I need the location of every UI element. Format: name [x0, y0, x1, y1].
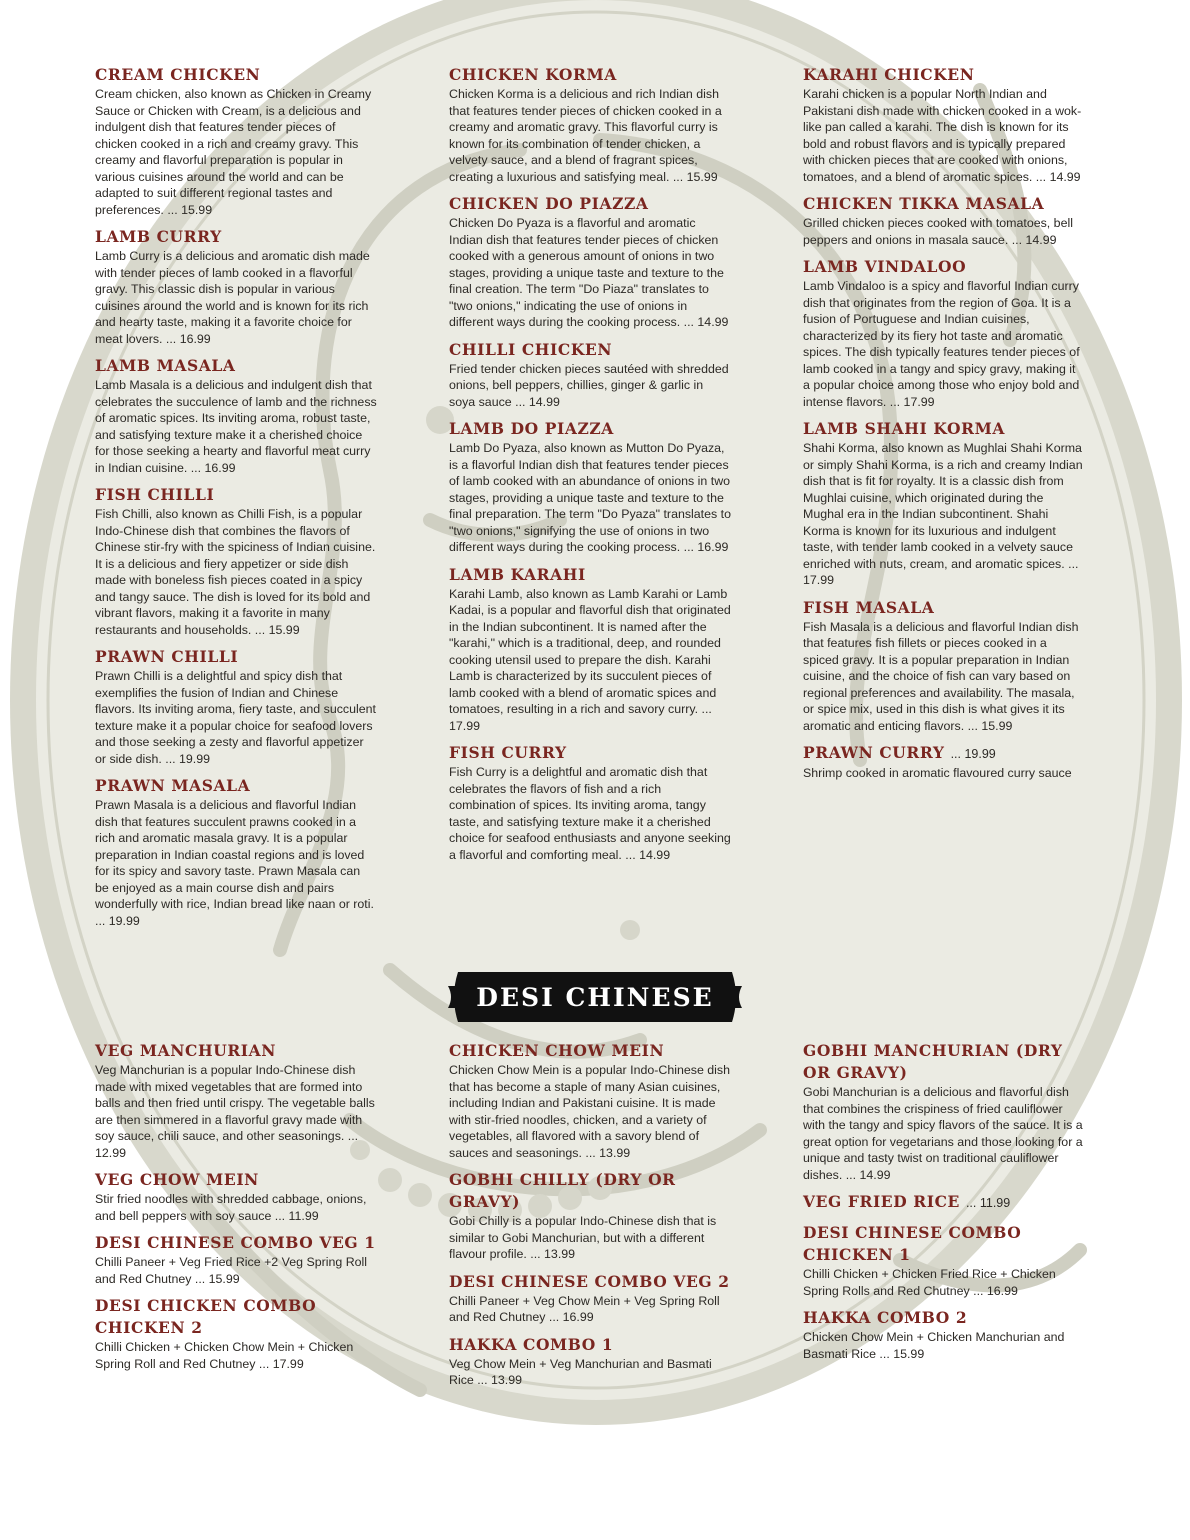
menu-item-description: Gobi Manchurian is a delicious and flavorful dish that combines the crispiness of fried cauliflower with the tangy and spicy flavors of the sauce. It is a great option for vegetarians and those looking for a unique and tasty twist on traditional cauliflower dishes. ... 14.99 — [803, 1085, 1083, 1182]
menu-item-description: Chilli Chicken + Chicken Chow Mein + Chicken Spring Roll and Red Chutney ... 17.99 — [95, 1340, 354, 1371]
menu-item — [449, 564, 731, 735]
menu-item — [449, 1169, 731, 1263]
menu-item-description: Lamb Do Pyaza, also known as Mutton Do Pyaza, is a flavorful Indian dish that features tender pieces of lamb cooked with an abundance of onions in two stages, providing a unique taste and texture to the final preparation. The term "Do Pyaza" translates to "two onions," signifying the use of onions in two different ways during the cooking process. ... 16.99 — [449, 441, 731, 554]
menu-item — [449, 193, 731, 331]
menu-item-name-text: GOBHI CHILLY (DRY OR GRAVY) — [449, 1170, 676, 1211]
menu-item-description: Fried tender chicken pieces sautéed with shredded onions, bell peppers, chillies, ginger & garlic in soya sauce ... 14.99 — [449, 361, 729, 409]
menu-item-description: Lamb Vindaloo is a spicy and flavorful Indian curry dish that originates from the region of Goa. It is a fusion of Portuguese and Indian cuisines, characterized by its fiery hot taste and aromatic spices. The dish typically features tender pieces of lamb cooked in a tangy and spicy gravy, making it a popular choice among those who enjoy bold and intense flavors. ... 17.99 — [803, 279, 1080, 409]
menu-item-name-text: VEG CHOW MEIN — [95, 1170, 259, 1189]
menu-item — [449, 742, 731, 863]
menu-item-description: Chicken Do Pyaza is a flavorful and aromatic Indian dish that features tender pieces of chicken cooked with a generous amount of onions in two stages, providing a unique taste and texture to the final creation. The term "Do Piaza" translates to "two onions," indicating the use of onions in different ways during the cooking process. ... 14.99 — [449, 216, 729, 329]
menu-item-description: Veg Manchurian is a popular Indo-Chinese dish made with mixed vegetables that are formed into balls and then fried until crispy. The vegetable balls are then simmered in a flavorful gravy made with soy sauce, chili sauce, and other seasonings. ... 12.99 — [95, 1063, 375, 1160]
menu-item-name-text: CHICKEN TIKKA MASALA — [803, 194, 1045, 213]
menu-item — [803, 256, 1085, 410]
menu-item-name — [449, 1271, 731, 1293]
menu-item-name — [449, 1040, 731, 1062]
menu-item — [95, 1169, 377, 1224]
menu-item-name — [95, 775, 377, 797]
menu-item — [803, 64, 1085, 185]
menu-item-description: Shrimp cooked in aromatic flavoured curry sauce — [803, 766, 1072, 780]
menu-item — [449, 418, 731, 556]
menu-item-name-text: VEG MANCHURIAN — [95, 1041, 277, 1060]
menu-item — [449, 1271, 731, 1326]
menu-item-name — [95, 484, 377, 506]
menu-item-description: Fish Curry is a delightful and aromatic dish that celebrates the flavors of fish and a rich combination of spices. Its inviting aroma, tangy taste, and satisfying texture make it a cherished choice for seafood enthusiasts and anyone seeking a flavorful and comforting meal. ... 14.99 — [449, 765, 731, 862]
menu-item-name — [803, 1222, 1085, 1266]
menu-item-name — [449, 564, 731, 586]
menu-item — [449, 64, 731, 185]
menu-item-description: Cream chicken, also known as Chicken in Creamy Sauce or Chicken with Cream, is a delicious and indulgent dish that features tender pieces of chicken cooked in a rich and creamy gravy. This creamy and flavorful preparation is popular in various cuisines around the world and can be adapted to suit different regional tastes and preferences. ... 15.99 — [95, 87, 372, 217]
menu-item-name — [95, 1232, 377, 1254]
menu-item-name — [803, 1191, 1085, 1214]
menu-item-name-text: LAMB CURRY — [95, 227, 222, 246]
menu-item-description: Fish Masala is a delicious and flavorful Indian dish that features fish fillets or pieces cooked in a spiced gravy. It is a popular preparation in Indian cuisine, and the choice of fish can vary based on regional preferences and availability. The masala, or spice mix, used in this dish is what gives it its aromatic and enticing flavors. ... 15.99 — [803, 619, 1079, 733]
menu-item-description: Chilli Paneer + Veg Chow Mein + Veg Spring Roll and Red Chutney ... 16.99 — [449, 1293, 720, 1324]
menu-item-name — [803, 418, 1085, 440]
menu-item-description: Lamb Curry is a delicious and aromatic dish made with tender pieces of lamb cooked in a flavorful gravy. This classic dish is popular in various cuisines around the world and is known for its rich and hearty taste, making it a favorite choice for meat lovers. ... 16.99 — [95, 249, 370, 346]
menu-item-name-text: PRAWN MASALA — [95, 776, 251, 795]
menu-item — [803, 1191, 1085, 1214]
menu-item-name-text: KARAHI CHICKEN — [803, 65, 975, 84]
menu-item-description: Prawn Masala is a delicious and flavorful Indian dish that features succulent prawns cooked in a rich and aromatic masala gravy. It is a popular preparation in Indian coastal regions and is loved for its spicy and savory taste. Prawn Masala can be enjoyed as a main course dish and pairs wonderfully with rice, Indian bread like naan or roti. ... 19.99 — [95, 798, 374, 928]
menu-item-name — [95, 1169, 377, 1191]
menu-item-name — [95, 64, 377, 86]
menu-item-name — [95, 226, 377, 248]
menu-item-name — [449, 1169, 731, 1213]
menu-item — [95, 226, 377, 347]
menu-item-price: ... 19.99 — [950, 747, 996, 761]
menu-item-name-text: LAMB SHAHI KORMA — [803, 419, 1005, 438]
menu-item — [95, 646, 377, 767]
menu-item-name-text: DESI CHINESE COMBO VEG 2 — [449, 1271, 730, 1291]
menu-item-name-text: LAMB MASALA — [95, 356, 236, 375]
menu-item-name-text: FISH MASALA — [803, 597, 935, 617]
menu-item — [803, 193, 1085, 248]
menu-item-description: Fish Chilli, also known as Chilli Fish, is a popular Indo-Chinese dish that combines the flavors of Chinese stir-fry with the spiciness of Indian cuisine. It is a delicious and fiery appetizer or side dish made with boneless fish pieces coated in a spicy and tangy sauce. The dish is loved for its bold and vibrant flavors, making it a favorite in many restaurants and households. ... 15.99 — [95, 507, 376, 637]
menu-item-name — [803, 742, 1085, 765]
menu-item-name — [449, 64, 731, 86]
menu-item — [803, 418, 1085, 589]
menu-item — [95, 1295, 377, 1372]
menu-column-1-top — [95, 64, 377, 937]
menu-column-3-bottom — [803, 1040, 1085, 1370]
menu-item-name — [803, 193, 1085, 215]
menu-item — [95, 1040, 377, 1161]
menu-item — [95, 484, 377, 638]
menu-item-name — [803, 1307, 1085, 1329]
menu-item — [449, 1040, 731, 1161]
menu-column-2-top — [449, 64, 731, 871]
menu-item-name — [803, 1040, 1085, 1084]
menu-column-3-top — [803, 64, 1085, 790]
menu-item-name — [95, 1040, 377, 1062]
menu-item — [803, 1040, 1085, 1183]
menu-item — [95, 355, 377, 476]
menu-item-name-text: LAMB KARAHI — [449, 564, 586, 584]
menu-item-name — [95, 646, 377, 668]
menu-item-name-text: GOBHI MANCHURIAN (DRY OR GRAVY) — [803, 1041, 1063, 1082]
menu-item-description: Veg Chow Mein + Veg Manchurian and Basmati Rice ... 13.99 — [449, 1356, 712, 1387]
menu-item-description: Lamb Masala is a delicious and indulgent dish that celebrates the succulence of lamb and the richness of aromatic spices. Its inviting aroma, robust taste, and satisfying texture make it a cherished choice for those seeking a hearty and flavorful meat curry in Indian cuisine. ... 16.99 — [95, 378, 377, 475]
menu-item-description: Shahi Korma, also known as Mughlai Shahi Korma or simply Shahi Korma, is a rich and creamy Indian dish that is fit for royalty. It is a classic dish from Mughlai cuisine, which originated during the Mughal era in the Indian subcontinent. Shahi Korma is known for its luxurious and indulgent taste, with tender lamb cooked in a velvety sauce enriched with nuts, cream, and aromatic spices. ... 17.99 — [803, 441, 1083, 587]
menu-item — [803, 597, 1085, 735]
menu-item-description: Prawn Chilli is a delightful and spicy dish that exemplifies the fusion of Indian and Chinese flavors. Its inviting aroma, fiery taste, and succulent texture make it a popular choice for seafood lovers and those seeking a zesty and flavorful appetizer or side dish. ... 19.99 — [95, 669, 376, 766]
menu-item-name — [449, 193, 731, 215]
menu-item-description: Chicken Korma is a delicious and rich Indian dish that features tender pieces of chicken cooked in a creamy and aromatic gravy. This flavorful curry is known for its combination of tender chicken, a velvety sauce, and a blend of fragrant spices, creating a luxurious and satisfying meal. ... 15.99 — [449, 87, 722, 184]
section-banner-desi-chinese — [444, 968, 746, 1026]
menu-item-name — [95, 1295, 377, 1339]
menu-item-name-text: CHICKEN CHOW MEIN — [449, 1041, 665, 1060]
menu-item-name-text: CREAM CHICKEN — [95, 65, 261, 84]
menu-item-description: Gobi Chilly is a popular Indo-Chinese dish that is similar to Gobi Manchurian, but with a different flavour profile. ... 13.99 — [449, 1214, 717, 1261]
menu-item-price: ... 11.99 — [965, 1196, 1011, 1210]
menu-item — [95, 1232, 377, 1287]
menu-item-description: Chicken Chow Mein is a popular Indo-Chinese dish that has become a staple of many Asian cuisines, including Indian and Pakistani cuisine. It is made with stir-fried noodles, chicken, and a variety of vegetables, all flavored with a savory blend of sauces and seasonings. ... 13.99 — [449, 1063, 731, 1160]
menu-item-name-text: CHILLI CHICKEN — [449, 339, 613, 359]
menu-item-name-text: HAKKA COMBO 1 — [449, 1334, 614, 1354]
menu-item-name-text: HAKKA COMBO 2 — [803, 1308, 968, 1327]
menu-item-name-text: PRAWN CURRY — [803, 743, 945, 762]
menu-item-name — [449, 418, 731, 440]
menu-item-name-text: LAMB DO PIAZZA — [449, 419, 614, 438]
menu-item — [803, 1307, 1085, 1362]
menu-item-name-text: FISH CHILLI — [95, 485, 215, 504]
menu-item-name — [803, 64, 1085, 86]
menu-item-description: Chicken Chow Mein + Chicken Manchurian and Basmati Rice ... 15.99 — [803, 1330, 1065, 1361]
menu-item-name — [449, 1334, 731, 1356]
menu-item-name-text: CHICKEN DO PIAZZA — [449, 194, 649, 213]
menu-item — [449, 339, 731, 411]
menu-item-name — [803, 256, 1085, 278]
menu-item-name-text: DESI CHINESE COMBO VEG 1 — [95, 1233, 376, 1252]
menu-column-1-bottom — [95, 1040, 377, 1380]
menu-item-name-text: DESI CHINESE COMBO CHICKEN 1 — [803, 1223, 1022, 1264]
menu-item-name-text: FISH CURRY — [449, 743, 567, 762]
menu-item — [95, 775, 377, 929]
menu-item-name — [95, 355, 377, 377]
menu-item-description: Grilled chicken pieces cooked with tomatoes, bell peppers and onions in masala sauce. ... 14.99 — [803, 216, 1073, 247]
menu-item-description: Chilli Paneer + Veg Fried Rice +2 Veg Spring Roll and Red Chutney ... 15.99 — [95, 1255, 368, 1286]
menu-item-description: Chilli Chicken + Chicken Fried Rice + Chicken Spring Rolls and Red Chutney ... 16.99 — [803, 1267, 1056, 1298]
menu-item-name — [449, 339, 731, 361]
menu-item-name — [449, 742, 731, 764]
menu-column-2-bottom — [449, 1040, 731, 1397]
menu-item-description: Karahi chicken is a popular North Indian and Pakistani dish made with chicken cooked in a wok-like pan called a karahi. The dish is known for its bold and robust flavors and is typically prepared with chicken pieces that are cooked with onions, tomatoes, and a blend of aromatic spices. ... 14.99 — [803, 87, 1082, 184]
menu-item-name-text: VEG FRIED RICE — [803, 1192, 960, 1211]
menu-item-name-text: CHICKEN KORMA — [449, 65, 617, 84]
menu-item — [803, 742, 1085, 782]
section-title: DESI CHINESE — [476, 982, 714, 1012]
menu-item-name-text: LAMB VINDALOO — [803, 257, 967, 276]
menu-item — [95, 64, 377, 218]
menu-item-name-text: PRAWN CHILLI — [95, 647, 239, 666]
menu-item-name-text: DESI CHICKEN COMBO CHICKEN 2 — [95, 1296, 317, 1337]
menu-item-description: Karahi Lamb, also known as Lamb Karahi or Lamb Kadai, is a popular and flavorful dish that originated in the Indian subcontinent. It is named after the "karahi," which is a traditional, deep, and rounded cooking utensil used to prepare the dish. Karahi Lamb is characterized by its succulent pieces of lamb cooked with a blend of aromatic spices and tomatoes, resulting in a rich and savory curry. ... 17.99 — [449, 586, 731, 733]
menu-item-name — [803, 597, 1085, 619]
menu-item-description: Stir fried noodles with shredded cabbage, onions, and bell peppers with soy sauce ... 11.99 — [95, 1192, 367, 1223]
menu-item — [803, 1222, 1085, 1299]
menu-item — [449, 1334, 731, 1389]
